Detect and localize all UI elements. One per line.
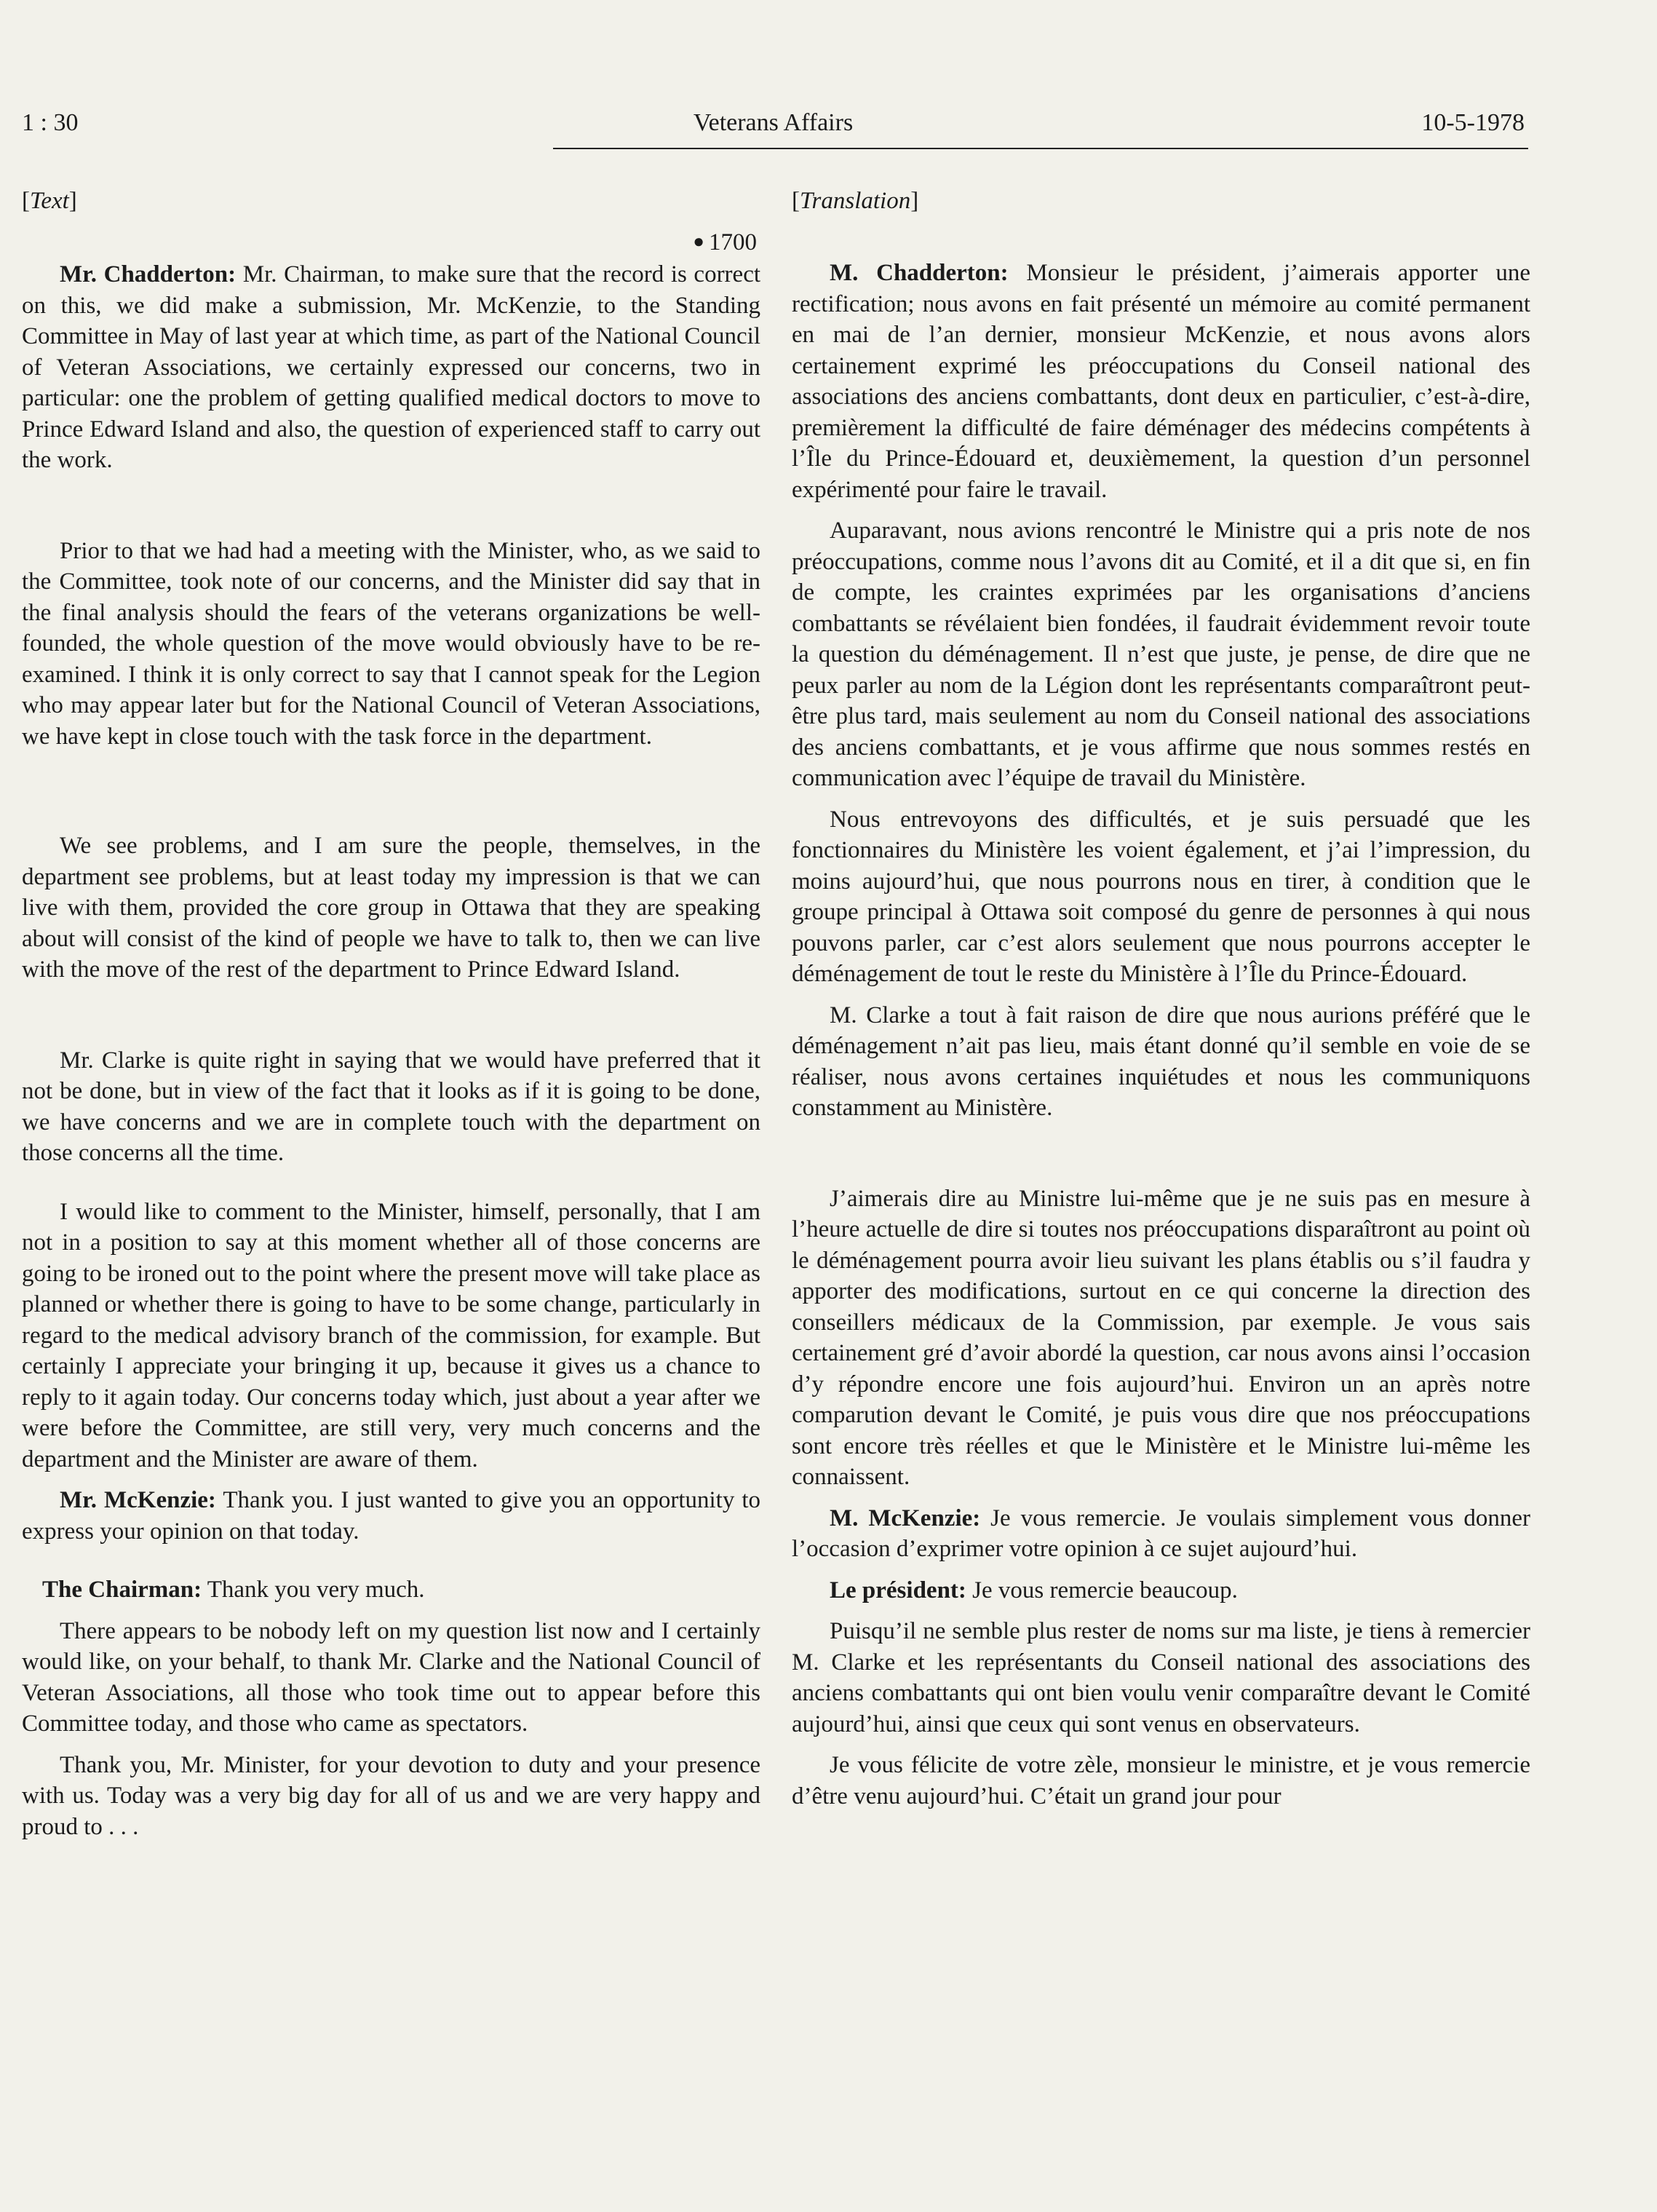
paragraph (792, 515, 1530, 794)
paragraph-text: Thank you, Mr. Minister, for your devotion to duty and your presence with us. Today was a very big day for all of us and we are very happy and proud to . . . (22, 1751, 760, 1840)
paragraph-text: Thank you. I just wanted to give you an opportunity to express your opinion on that today. (22, 1487, 760, 1545)
paragraph-text: Je vous remercie. Je voulais simplement vous donner l’occasion d’exprimer votre opinion à ce sujet aujourd’hui. (792, 1505, 1530, 1562)
paragraph (22, 1750, 760, 1843)
french-column (792, 186, 1530, 1812)
paragraph-text: Mr. Clarke is quite right in saying that we would have preferred that it not be done, but in view of the fact that it looks as if it is going to be done, we have concerns and we are in complete touch with the department on those concerns all the time. (22, 1047, 760, 1166)
header-rule (553, 148, 1528, 149)
header-date: 10-5-1978 (1421, 109, 1525, 136)
paragraph-text: Auparavant, nous avions rencontré le Ministre qui a pris note de nos préoccupations, comme nous l’avons dit au Comité, et il a dit que si, en fin de compte, les craintes exprimées par les organisations d’anciens combattants se révélaient bien fondées, il faudrait évidemment revoir toute la question du déménagement. Il n’est que juste, je pense, de dire que ne peux parler au nom de la Légion dont les représentants comparaîtront peut-être plus tard, mais seulement au nom du Conseil national des associations des anciens combattants, et je vous affirme que nous sommes restés en communication avec l’équipe de travail du Ministère. (792, 518, 1530, 791)
page-number: 1 : 30 (22, 109, 79, 136)
paragraph-text: We see problems, and I am sure the people, themselves, in the department see problems, but at least today my impression is that we can live with them, provided the core group in Ottawa that they are speaking about will consist of the kind of people we have to talk to, then we can live with the move of the rest of the department to Prince Edward Island. (22, 833, 760, 983)
paragraph (22, 1616, 760, 1740)
paragraph-text: I would like to comment to the Minister, himself, personally, that I am not in a position to say at this moment whether all of those concerns are going to be ironed out to the point where the present move will take place as planned or whether there is going to have to be some change, particularly in regard to the medical advisory branch of the commission, for example. But certainly I appreciate your bringing it up, because it gives us a chance to reply to it again today. Our concerns today which, just about a year after we were before the Committee, are still very, very much concerns and the department and the Minister are aware of them. (22, 1198, 760, 1472)
paragraph (22, 1485, 760, 1547)
section-label-translation: [Translation] (792, 188, 919, 214)
speaker-name: Mr. McKenzie: (60, 1487, 216, 1513)
paragraph-text: M. Clarke a tout à fait raison de dire que nous aurions préféré que le déménagement n’ait pas lieu, mais étant donné qu’il semble en voie de se réaliser, nous avons certaines inquiétudes et nous les communiquons constamment au Ministère. (792, 1002, 1530, 1121)
paragraph-text: Nous entrevoyons des difficultés, et je suis persuadé que les fonctionnaires du Ministère les voient également, et j’ai l’impression, du moins aujourd’hui, que nous pourrons nous en tirer, à condition que le groupe principal à Ottawa soit composé du genre de personnes à qui nous pouvons parler, car c’est alors seulement que nous pourrons accepter le déménagement de tout le reste du Ministère à l’Île du Prince-Édouard. (792, 806, 1530, 987)
paragraph (22, 259, 760, 476)
paragraph-text: Puisqu’il ne semble plus rester de noms sur ma liste, je tiens à remercier M. Clarke et les représentants du Conseil national des associations des anciens combattants qui ont bien voulu venir comparaître devant le Comité aujourd’hui, ainsi que ceux qui sont venus en observateurs. (792, 1618, 1530, 1737)
english-column (22, 186, 760, 1842)
running-title: Veterans Affairs (693, 109, 854, 136)
paragraph (792, 1000, 1530, 1124)
paragraph (792, 258, 1530, 505)
time-mark: ● 1700 (693, 229, 757, 255)
paragraph (792, 1750, 1530, 1812)
paragraph (22, 1197, 760, 1475)
paragraph (792, 804, 1530, 990)
speaker-name: Le président: (830, 1577, 966, 1603)
paragraph-text: There appears to be nobody left on my question list now and I certainly would like, on your behalf, to thank Mr. Clarke and the National Council of Veteran Associations, all those who took time out to appear before this Committee today, and those who came as spectators. (22, 1617, 760, 1737)
paragraph (792, 1184, 1530, 1493)
paragraph-text: Prior to that we had had a meeting with the Minister, who, as we said to the Committee, took note of our concerns, and the Minister did say that in the final analysis should the fears of the veterans organizations be well-founded, the whole question of the move would obviously have to be re-examined. I think it is only correct to say that I cannot speak for the Legion who may appear later but for the National Council of Veteran Associations, we have kept in close touch with the task force in the department. (22, 537, 760, 750)
paragraph (22, 1574, 760, 1606)
speaker-name: M. McKenzie: (830, 1505, 981, 1531)
speaker-name: M. Chadderton: (830, 260, 1009, 286)
paragraph (792, 1503, 1530, 1565)
paragraph (22, 1045, 760, 1169)
paragraph-text: J’aimerais dire au Ministre lui-même que je ne suis pas en mesure à l’heure actuelle de dire si toutes nos préoccupations disparaîtront au point où le déménagement pourra avoir lieu suivant les plans établis ou s’il faudra y apporter des modifications, surtout en ce qui concerne la direction des conseillers médicaux de la Commission, par exemple. Je vous sais certainement gré d’avoir abordé la question, car nous avons ainsi l’occasion d’y répondre encore une fois aujourd’hui. Environ un an après notre comparution devant le Comité, je puis vous dire que nos préoccupations sont encore très réelles et que le Ministère et le Ministre lui-même les connaissent. (792, 1185, 1530, 1490)
paragraph-text: Je vous remercie beaucoup. (966, 1577, 1238, 1603)
section-label-text: [Text] (22, 188, 77, 214)
speaker-name: Mr. Chadderton: (60, 261, 237, 288)
paragraph-text: Monsieur le président, j’aimerais apporter une rectification; nous avons en fait présenté un mémoire au comité permanent en mai de l’an dernier, monsieur McKenzie, et nous avons alors certainement exprimé les préoccupations du Conseil national des associations des anciens combattants, dont deux en particulier, c’est-à-dire, premièrement la difficulté de faire déménager des médecins compétents à l’Île du Prince-Édouard et, deuxièmement, la question d’un personnel expérimenté pour faire le travail. (792, 260, 1530, 503)
speaker-name: The Chairman: (42, 1577, 202, 1603)
paragraph (792, 1575, 1530, 1606)
bullet-icon: ● (693, 230, 704, 252)
paragraph (22, 536, 760, 753)
paragraph-text: Je vous félicite de votre zèle, monsieur le ministre, et je vous remercie d’être venu aujourd’hui. C’était un grand jour pour (792, 1752, 1530, 1809)
paragraph (792, 1616, 1530, 1740)
paragraph-text: Thank you very much. (202, 1577, 425, 1603)
paragraph (22, 831, 760, 986)
page-header (22, 109, 1525, 147)
paragraph-text: Mr. Chairman, to make sure that the record is correct on this, we did make a submission, Mr. McKenzie, to the Standing Committee in May of last year at which time, as part of the National Council of Veteran Associations, we certainly expressed our concerns, two in particular: one the problem of getting qualified medical doctors to move to Prince Edward Island and also, the question of experienced staff to carry out the work. (22, 261, 761, 473)
